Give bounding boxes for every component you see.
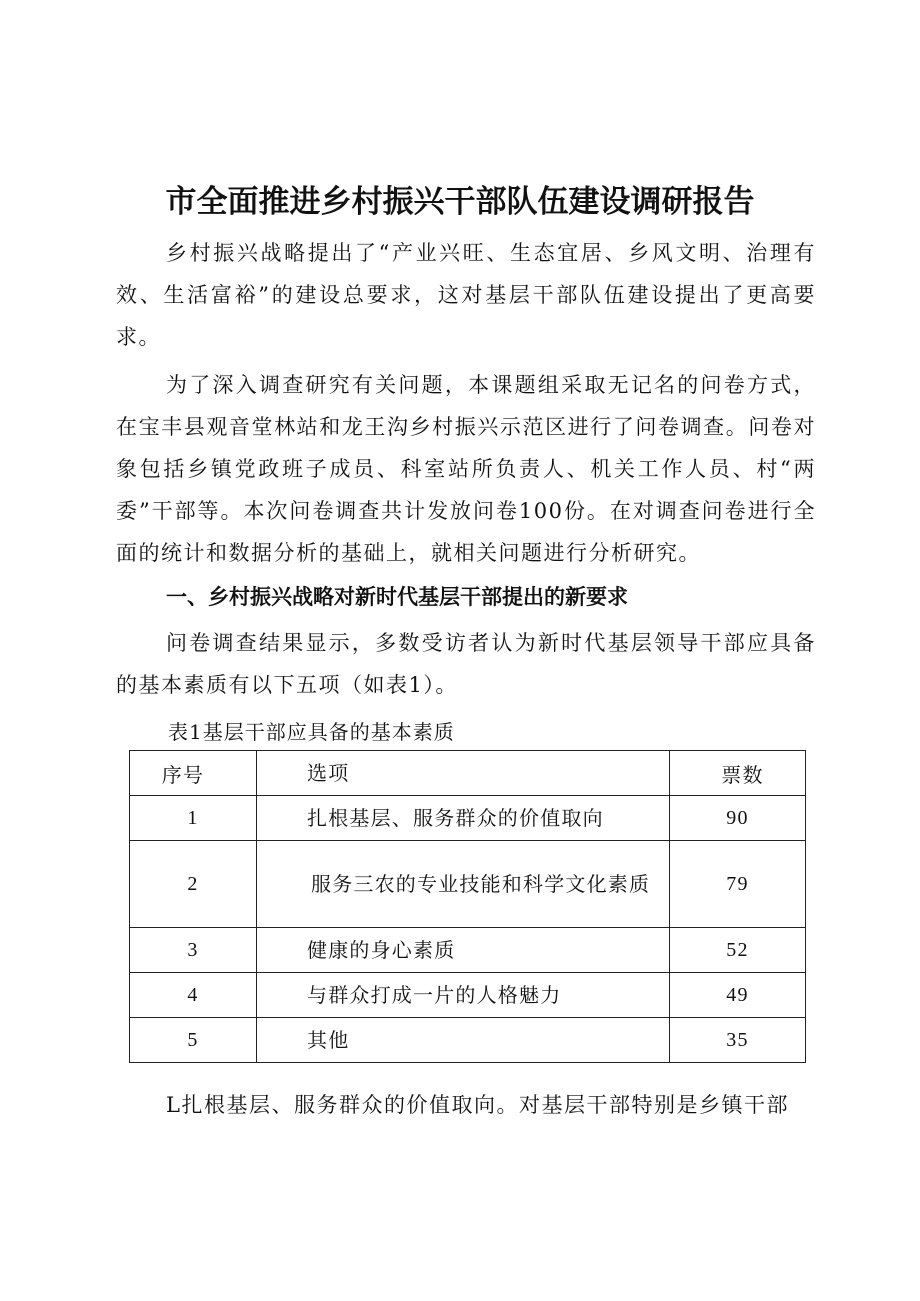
row-option: 健康的身心素质 <box>257 928 670 973</box>
quality-detail-paragraph: L扎根基层、服务群众的价值取向。对基层干部特别是乡镇干部 <box>166 1093 789 1117</box>
header-cell-votes: 票数 <box>670 751 806 796</box>
row-option: 服务三农的专业技能和科学文化素质 <box>257 841 670 928</box>
header-cell-no: 序号 <box>130 751 257 796</box>
row-option: 其他 <box>257 1018 670 1063</box>
table-caption: 表1基层干部应具备的基本素质 <box>168 720 455 744</box>
row-votes: 52 <box>670 928 806 973</box>
qualities-table <box>129 750 806 1063</box>
row-votes: 90 <box>670 796 806 841</box>
row-option: 与群众打成一片的人格魅力 <box>257 973 670 1018</box>
table-row <box>130 1018 806 1063</box>
row-votes: 49 <box>670 973 806 1018</box>
row-votes: 35 <box>670 1018 806 1063</box>
section-heading-1: 一、乡村振兴战略对新时代基层干部提出的新要求 <box>166 585 628 609</box>
table-header-row <box>130 751 806 796</box>
table-row <box>130 973 806 1018</box>
header-cell-option: 选项 <box>257 751 670 796</box>
survey-result-paragraph: 问卷调查结果显示，多数受访者认为新时代基层领导干部应具备的基本素质有以下五项（如表1）。 <box>116 631 816 697</box>
row-no: 1 <box>130 796 257 841</box>
row-no: 5 <box>130 1018 257 1063</box>
report-title: 市全面推进乡村振兴干部队伍建设调研报告 <box>165 184 755 220</box>
survey-method-paragraph: 为了深入调查研究有关问题，本课题组采取无记名的问卷方式，在宝丰县观音堂林站和龙王沟乡村振兴示范区进行了问卷调查。问卷对象包括乡镇党政班子成员、科室站所负责人、机关工作人员、村“两委”干部等。本次问卷调查共计发放问卷100份。在对调查问卷进行全面的统计和数据分析的基础上，就相关问题进行分析研究。 <box>116 373 816 565</box>
table-row <box>130 841 806 928</box>
row-no: 4 <box>130 973 257 1018</box>
table-row <box>130 928 806 973</box>
row-no: 2 <box>130 841 257 928</box>
row-votes: 79 <box>670 841 806 928</box>
intro-paragraph: 乡村振兴战略提出了“产业兴旺、生态宜居、乡风文明、治理有效、生活富裕”的建设总要求，这对基层干部队伍建设提出了更高要求。 <box>116 241 816 349</box>
row-option: 扎根基层、服务群众的价值取向 <box>257 796 670 841</box>
table-row <box>130 796 806 841</box>
row-no: 3 <box>130 928 257 973</box>
